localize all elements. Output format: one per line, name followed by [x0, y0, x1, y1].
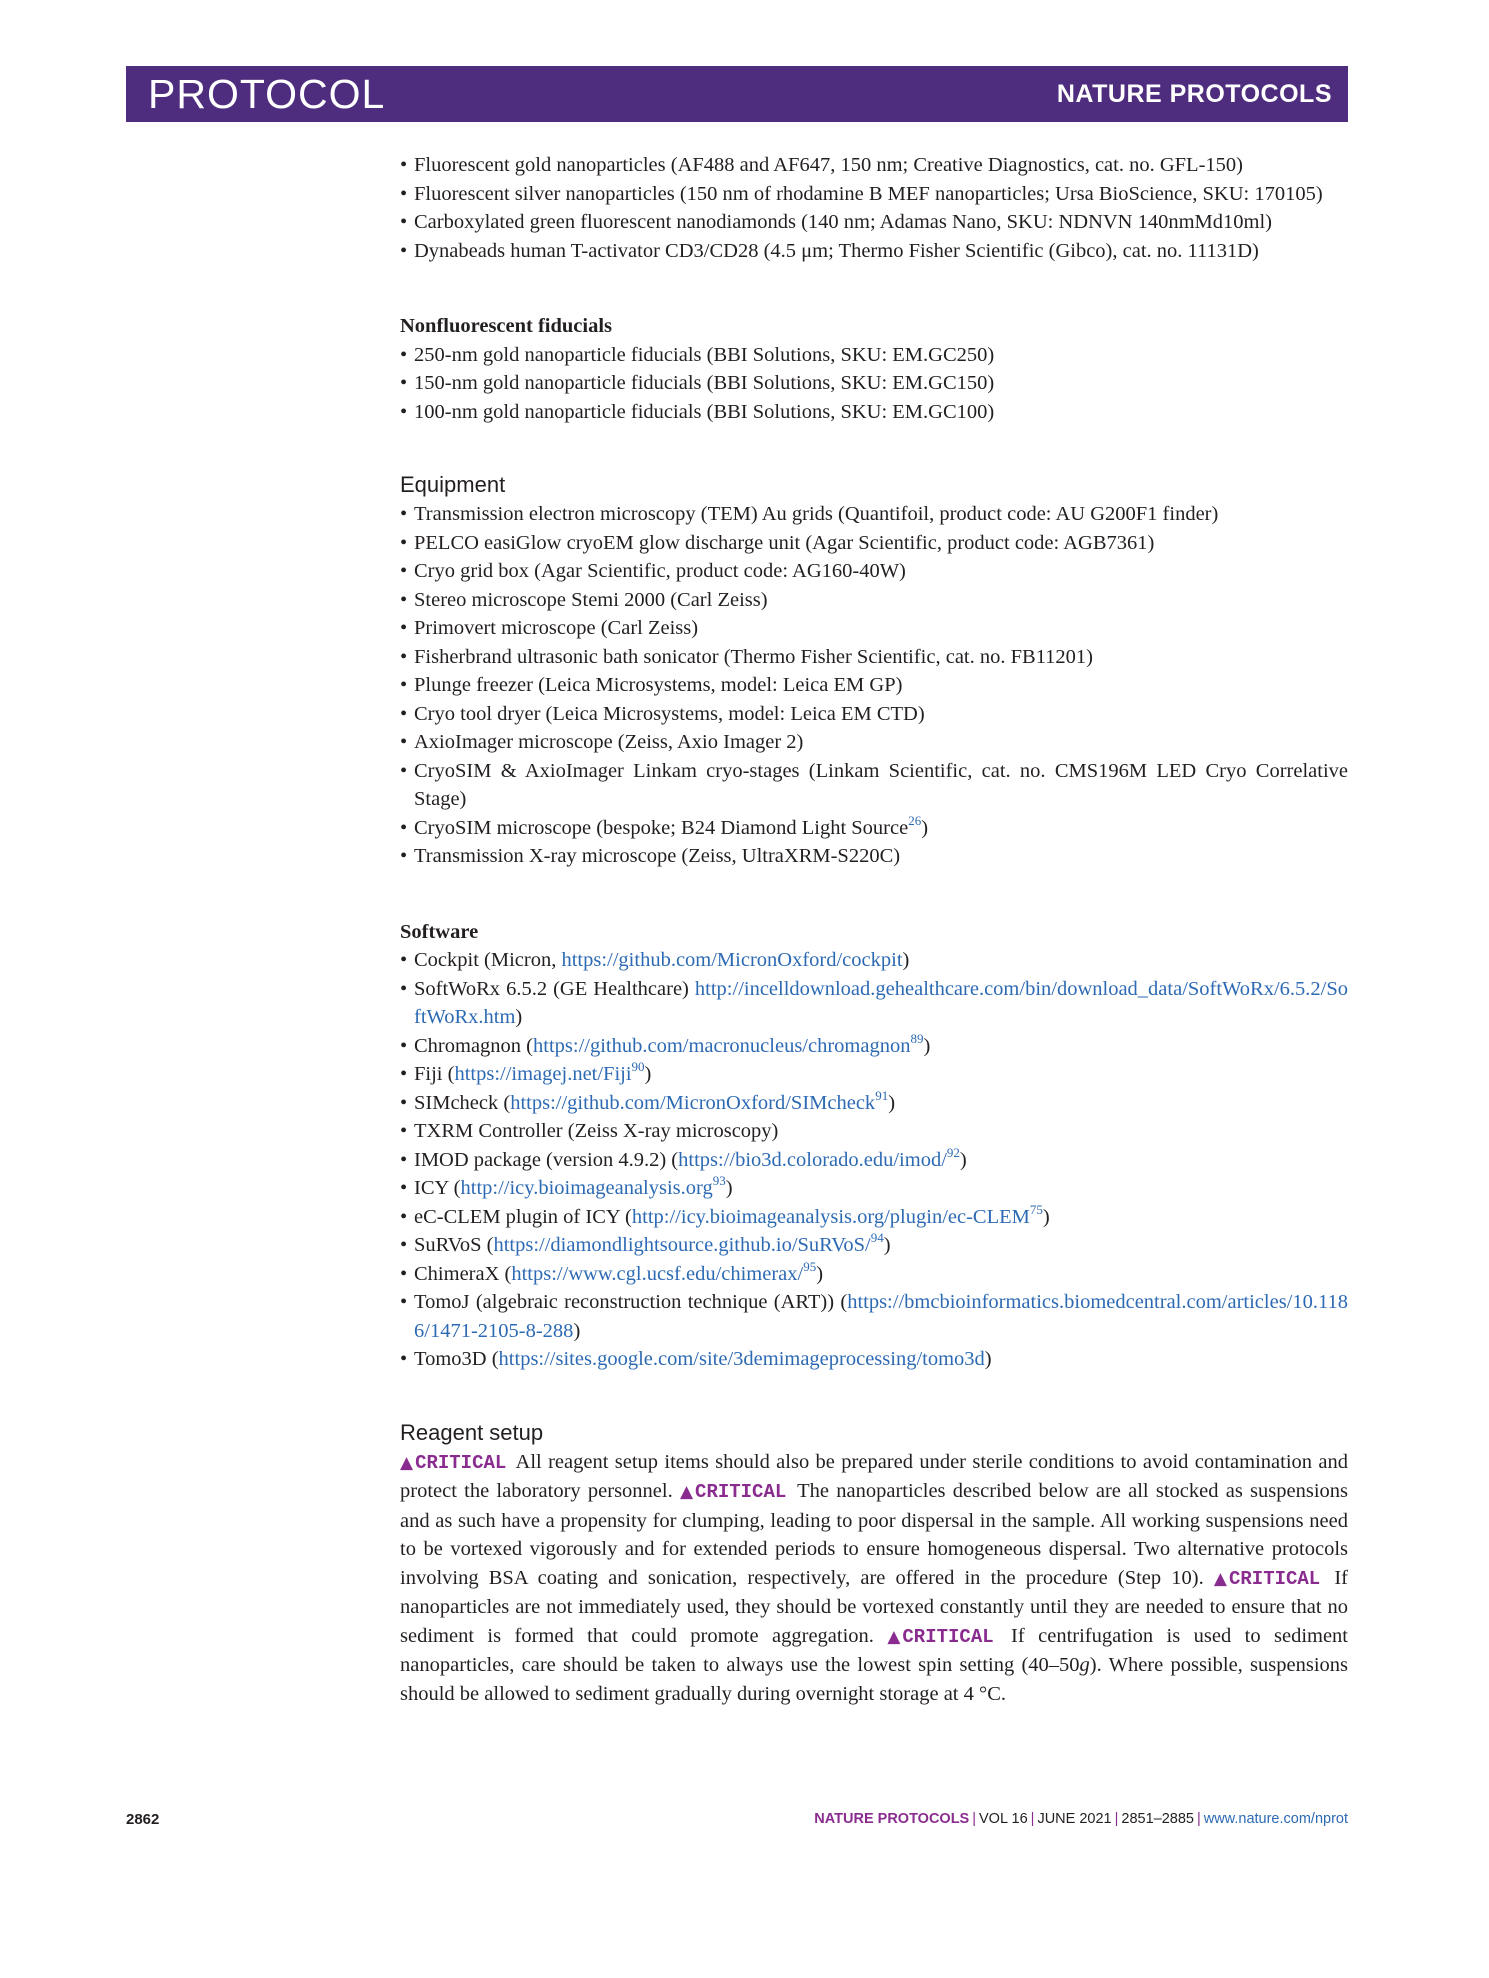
list-item	[400, 946, 1348, 975]
item-text: SuRVoS (	[414, 1234, 494, 1256]
header-bar	[126, 66, 1348, 122]
page-number: 2862	[126, 1811, 160, 1828]
software-link[interactable]: https://github.com/MicronOxford/SIMcheck	[510, 1091, 876, 1114]
item-text: Chromagnon (	[414, 1034, 533, 1057]
list-item: • PELCO easiGlow cryoEM glow discharge unit (Agar Scientific, product code: AGB7361)	[400, 529, 1348, 558]
software-link[interactable]: https://bmcbioinformatics.biomedcentral.com/articles/10.1186/1471-2105-8-288	[414, 1291, 1348, 1342]
list-item	[400, 1089, 1348, 1118]
warning-triangle-icon: ▲	[887, 1626, 901, 1647]
critical-note: All reagent setup items should also be prepared under sterile conditions to avoid contamination and protect the laboratory personnel.	[400, 1450, 1348, 1502]
note-unit: g	[1079, 1654, 1090, 1676]
equipment-list	[400, 500, 1348, 871]
item-text: eC-CLEM plugin of ICY (	[414, 1205, 632, 1228]
item-text: ChimeraX (	[414, 1262, 512, 1285]
list-item	[400, 1203, 1348, 1232]
item-text: )	[921, 816, 929, 839]
software-link[interactable]: http://icy.bioimageanalysis.org/plugin/ec-CLEM	[631, 1205, 1030, 1228]
software-link[interactable]: https://bio3d.colorado.edu/imod/	[678, 1148, 947, 1171]
critical-note: The nanoparticles described below are all stocked as suspensions and as such have a propensity for clumping, leading to poor dispersal in the sample. All working suspensions need to be vortexed vigorously and for extended periods to ensure homogeneous dispersal. Two alternative protocols involving BSA coating and sonication, respectively, are offered in the procedure (Step 10).	[400, 1480, 1348, 1589]
item-text: IMOD package (version 4.9.2) (	[414, 1148, 679, 1171]
item-text: )	[902, 949, 910, 971]
item-text: Fiji (	[414, 1063, 455, 1085]
software-link[interactable]: https://diamondlightsource.github.io/SuRVoS/	[493, 1234, 871, 1256]
footer-pages: 2851–2885	[1121, 1811, 1194, 1827]
critical-text: CRITICAL	[1228, 1567, 1321, 1590]
list-item: • Cryo tool dryer (Leica Microsystems, model: Leica EM CTD)	[400, 700, 1348, 729]
item-text: )	[959, 1148, 967, 1171]
software-link[interactable]: https://www.cgl.ucsf.edu/chimerax/	[511, 1262, 804, 1285]
reference-link[interactable]: 90	[631, 1059, 645, 1074]
list-item	[400, 1231, 1348, 1260]
software-link[interactable]: https://github.com/MicronOxford/cockpit	[561, 949, 903, 971]
software-link[interactable]: http://incelldownload.gehealthcare.com/bin/download_data/SoftWoRx/6.5.2/SoftWoRx.htm	[414, 977, 1348, 1028]
item-text: )	[888, 1091, 896, 1114]
reference-link[interactable]: 91	[875, 1087, 889, 1103]
list-item: • 150-nm gold nanoparticle fiducials (BBI Solutions, SKU: EM.GC150)	[400, 369, 1348, 398]
list-item	[400, 1060, 1348, 1089]
reagent-setup-heading: Reagent setup	[400, 1419, 544, 1445]
list-item	[400, 1288, 1348, 1345]
item-text: )	[1042, 1205, 1050, 1228]
list-item	[400, 1032, 1348, 1061]
list-item	[400, 1345, 1348, 1374]
nonfluorescent-heading: Nonfluorescent fiducials	[400, 315, 613, 337]
item-text: Tomo3D (	[414, 1348, 499, 1370]
warning-triangle-icon: ▲	[1213, 1568, 1227, 1589]
warning-triangle-icon: ▲	[400, 1452, 414, 1473]
reference-link[interactable]: 92	[946, 1144, 960, 1160]
journal-name: NATURE PROTOCOLS	[1056, 80, 1332, 108]
item-text: )	[515, 1006, 523, 1028]
critical-text: CRITICAL	[415, 1451, 507, 1474]
note-text: If centrifugation is used to sediment nanoparticles, care should be taken to always use the lowest spin setting (40–50	[400, 1624, 1348, 1676]
reference-link[interactable]: 94	[870, 1230, 884, 1245]
list-item: • CryoSIM & AxioImager Linkam cryo-stages (Linkam Scientific, cat. no. CMS196M LED Cryo Correlative Stage)	[400, 757, 1348, 814]
fluorescent-fiducials-list	[400, 151, 1348, 265]
footer-volume: VOL 16	[979, 1811, 1028, 1827]
main-content	[400, 151, 1348, 1708]
list-item: • AxioImager microscope (Zeiss, Axio Imager 2)	[400, 728, 1348, 757]
list-item: • Dynabeads human T-activator CD3/CD28 (4.5 μm; Thermo Fisher Scientific (Gibco), cat. no. 11131D)	[400, 237, 1348, 266]
list-item: • TXRM Controller (Zeiss X-ray microscopy)	[400, 1117, 1348, 1146]
list-item: • Primovert microscope (Carl Zeiss)	[400, 614, 1348, 643]
list-item	[400, 1260, 1348, 1289]
list-item	[400, 814, 1348, 843]
critical-text: CRITICAL	[695, 1481, 787, 1503]
item-text: TomoJ (algebraic reconstruction technique (ART)) (	[414, 1291, 848, 1313]
item-text: SIMcheck (	[414, 1091, 511, 1114]
reference-link[interactable]: 95	[803, 1258, 817, 1274]
list-item: • Fluorescent gold nanoparticles (AF488 and AF647, 150 nm; Creative Diagnostics, cat. no. GFL-150)	[400, 151, 1348, 180]
list-item: • Stereo microscope Stemi 2000 (Carl Zeiss)	[400, 586, 1348, 615]
equipment-heading: Equipment	[400, 472, 506, 497]
footer-journal: NATURE PROTOCOLS	[814, 1811, 970, 1827]
critical-label	[680, 1481, 786, 1503]
critical-note: If nanoparticles are not immediately used, they should be vortexed constantly until they are needed to ensure that no sediment is formed that could promote aggregation.	[400, 1566, 1349, 1647]
list-item	[400, 1174, 1348, 1203]
list-item: • Carboxylated green fluorescent nanodiamonds (140 nm; Adamas Nano, SKU: NDNVN 140nmMd10ml)	[400, 208, 1348, 237]
software-link[interactable]: https://imagej.net/Fiji	[454, 1063, 632, 1085]
item-text: )	[816, 1262, 824, 1285]
reference-link[interactable]: 93	[712, 1173, 726, 1188]
list-item: • Fisherbrand ultrasonic bath sonicator (Thermo Fisher Scientific, cat. no. FB11201)	[400, 643, 1348, 672]
item-text: SoftWoRx 6.5.2 (GE Healthcare)	[414, 977, 695, 1000]
software-heading: Software	[400, 920, 479, 943]
reference-link[interactable]: 26	[908, 812, 922, 828]
critical-label	[400, 1452, 506, 1474]
item-text: Cockpit (Micron,	[414, 949, 562, 971]
warning-triangle-icon: ▲	[679, 1482, 694, 1502]
note-text: ). Where possible, suspensions should be allowed to sediment gradually during overnight storage at 4 °C.	[400, 1654, 1348, 1705]
footer-date: JUNE 2021	[1037, 1811, 1112, 1827]
item-text: ICY (	[414, 1177, 461, 1199]
software-link[interactable]: https://sites.google.com/site/3demimageprocessing/tomo3d	[498, 1348, 985, 1370]
item-text: )	[883, 1234, 891, 1256]
reagent-setup-paragraph	[400, 1448, 1348, 1709]
section-label: PROTOCOL	[148, 71, 386, 117]
list-item: • Transmission electron microscopy (TEM) Au grids (Quantifoil, product code: AU G200F1 finder)	[400, 500, 1348, 529]
list-item: • Plunge freezer (Leica Microsystems, model: Leica EM GP)	[400, 671, 1348, 700]
nonfluorescent-fiducials-list	[400, 341, 1348, 427]
item-text: )	[573, 1319, 581, 1342]
item-text: )	[725, 1177, 733, 1199]
item-text: CryoSIM microscope (bespoke; B24 Diamond Light Source	[414, 816, 909, 839]
footer-citation: NATURE PROTOCOLS | VOL 16 | JUNE 2021 | 2851–2885 | www.nature.com/nprot	[814, 1811, 1348, 1827]
list-item: • Fluorescent silver nanoparticles (150 nm of rhodamine B MEF nanoparticles; Ursa BioScience, SKU: 170105)	[400, 180, 1348, 209]
list-item	[400, 975, 1348, 1032]
software-link[interactable]: http://icy.bioimageanalysis.org	[460, 1177, 713, 1199]
critical-text: CRITICAL	[902, 1625, 994, 1648]
software-list	[400, 946, 1348, 1374]
list-item: • Cryo grid box (Agar Scientific, product code: AG160-40W)	[400, 557, 1348, 586]
item-text: )	[984, 1348, 992, 1370]
list-item: • 100-nm gold nanoparticle fiducials (BBI Solutions, SKU: EM.GC100)	[400, 398, 1348, 427]
software-link[interactable]: https://github.com/macronucleus/chromagnon	[533, 1034, 911, 1057]
reference-link[interactable]: 89	[910, 1030, 924, 1046]
footer-url-link[interactable]: www.nature.com/nprot	[1203, 1811, 1348, 1827]
reference-link[interactable]: 75	[1029, 1201, 1043, 1217]
critical-label	[1214, 1568, 1320, 1590]
critical-label	[887, 1626, 993, 1648]
item-text: )	[644, 1063, 652, 1085]
item-text: )	[923, 1034, 931, 1057]
list-item: • 250-nm gold nanoparticle fiducials (BBI Solutions, SKU: EM.GC250)	[400, 341, 1348, 370]
list-item: • Transmission X-ray microscope (Zeiss, UltraXRM-S220C)	[400, 842, 1348, 871]
list-item	[400, 1146, 1348, 1175]
